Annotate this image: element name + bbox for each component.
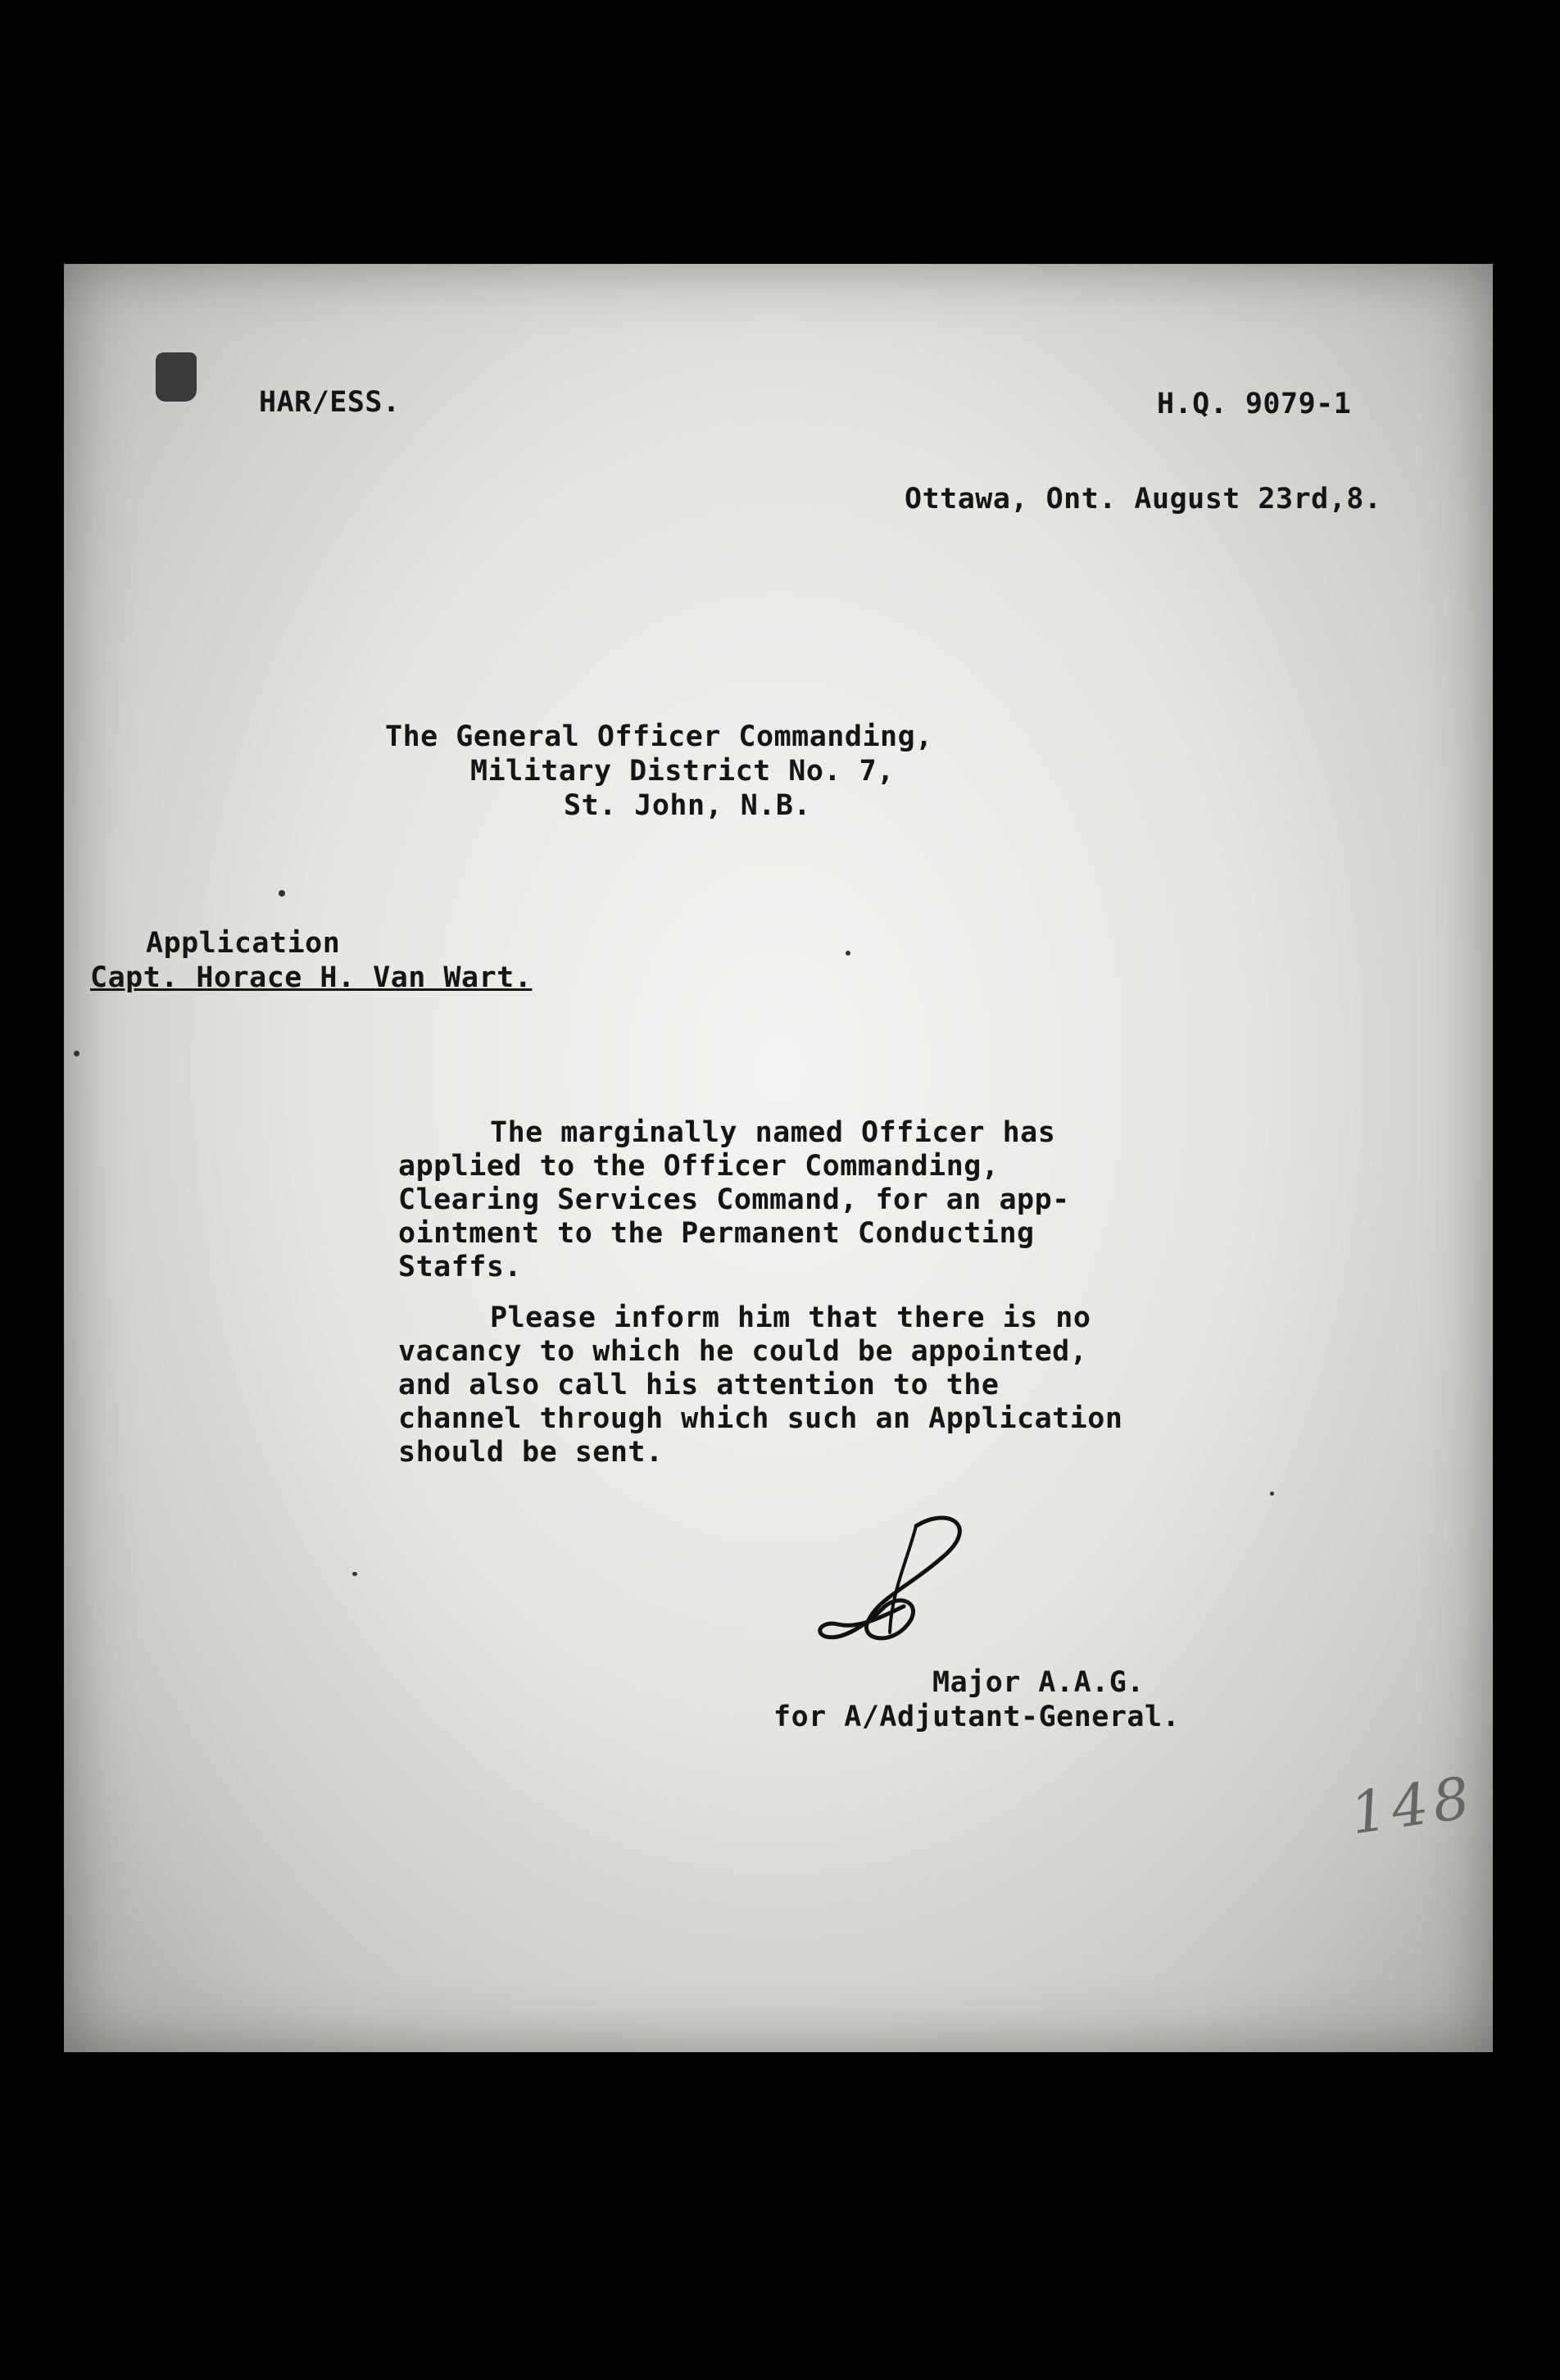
subject-name: Capt. Horace H. Van Wart.	[90, 961, 533, 994]
ink-speck	[279, 890, 285, 897]
addressee-line-1: The General Officer Commanding,	[385, 720, 933, 753]
addressee-line-2: Military District No. 7,	[470, 755, 895, 788]
ink-speck	[352, 1572, 357, 1576]
body-p1-line: Staffs.	[398, 1251, 523, 1283]
ink-stamp-mark	[156, 352, 197, 402]
ink-speck	[846, 951, 850, 956]
ink-speck	[1270, 1492, 1274, 1496]
body-paragraph-1	[398, 1116, 1070, 1284]
body-p1-line: ointment to the Permanent Conducting	[398, 1217, 1035, 1250]
addressee-line-3: St. John, N.B.	[564, 789, 812, 822]
body-paragraph-2	[398, 1301, 1122, 1469]
letter-page	[64, 264, 1493, 2052]
subject-label: Application	[146, 927, 341, 960]
body-p2-line: vacancy to which he could be appointed,	[398, 1335, 1088, 1368]
handwritten-signature	[793, 1510, 1006, 1665]
reference-initials: HAR/ESS.	[259, 386, 401, 419]
body-p2-line: and also call his attention to the	[398, 1369, 1000, 1401]
signer-title: Major A.A.G.	[932, 1666, 1145, 1699]
date-line: Ottawa, Ont. August 23rd,8.	[905, 483, 1382, 516]
addressee-block	[385, 720, 933, 823]
body-p1-line: Clearing Services Command, for an app-	[398, 1183, 1070, 1216]
ink-speck	[74, 1051, 79, 1056]
body-p1-line: applied to the Officer Commanding,	[398, 1150, 1000, 1183]
handwritten-page-number: 148	[1346, 1763, 1479, 1848]
signer-on-behalf-of: for A/Adjutant-General.	[773, 1701, 1181, 1733]
body-p1-line: The marginally named Officer has	[490, 1116, 1056, 1149]
body-p2-line: should be sent.	[398, 1436, 664, 1469]
body-p2-line: channel through which such an Application	[398, 1402, 1123, 1435]
file-number: H.Q. 9079-1	[1157, 388, 1352, 420]
subject-block	[90, 926, 532, 995]
body-p2-line: Please inform him that there is no	[490, 1301, 1091, 1334]
